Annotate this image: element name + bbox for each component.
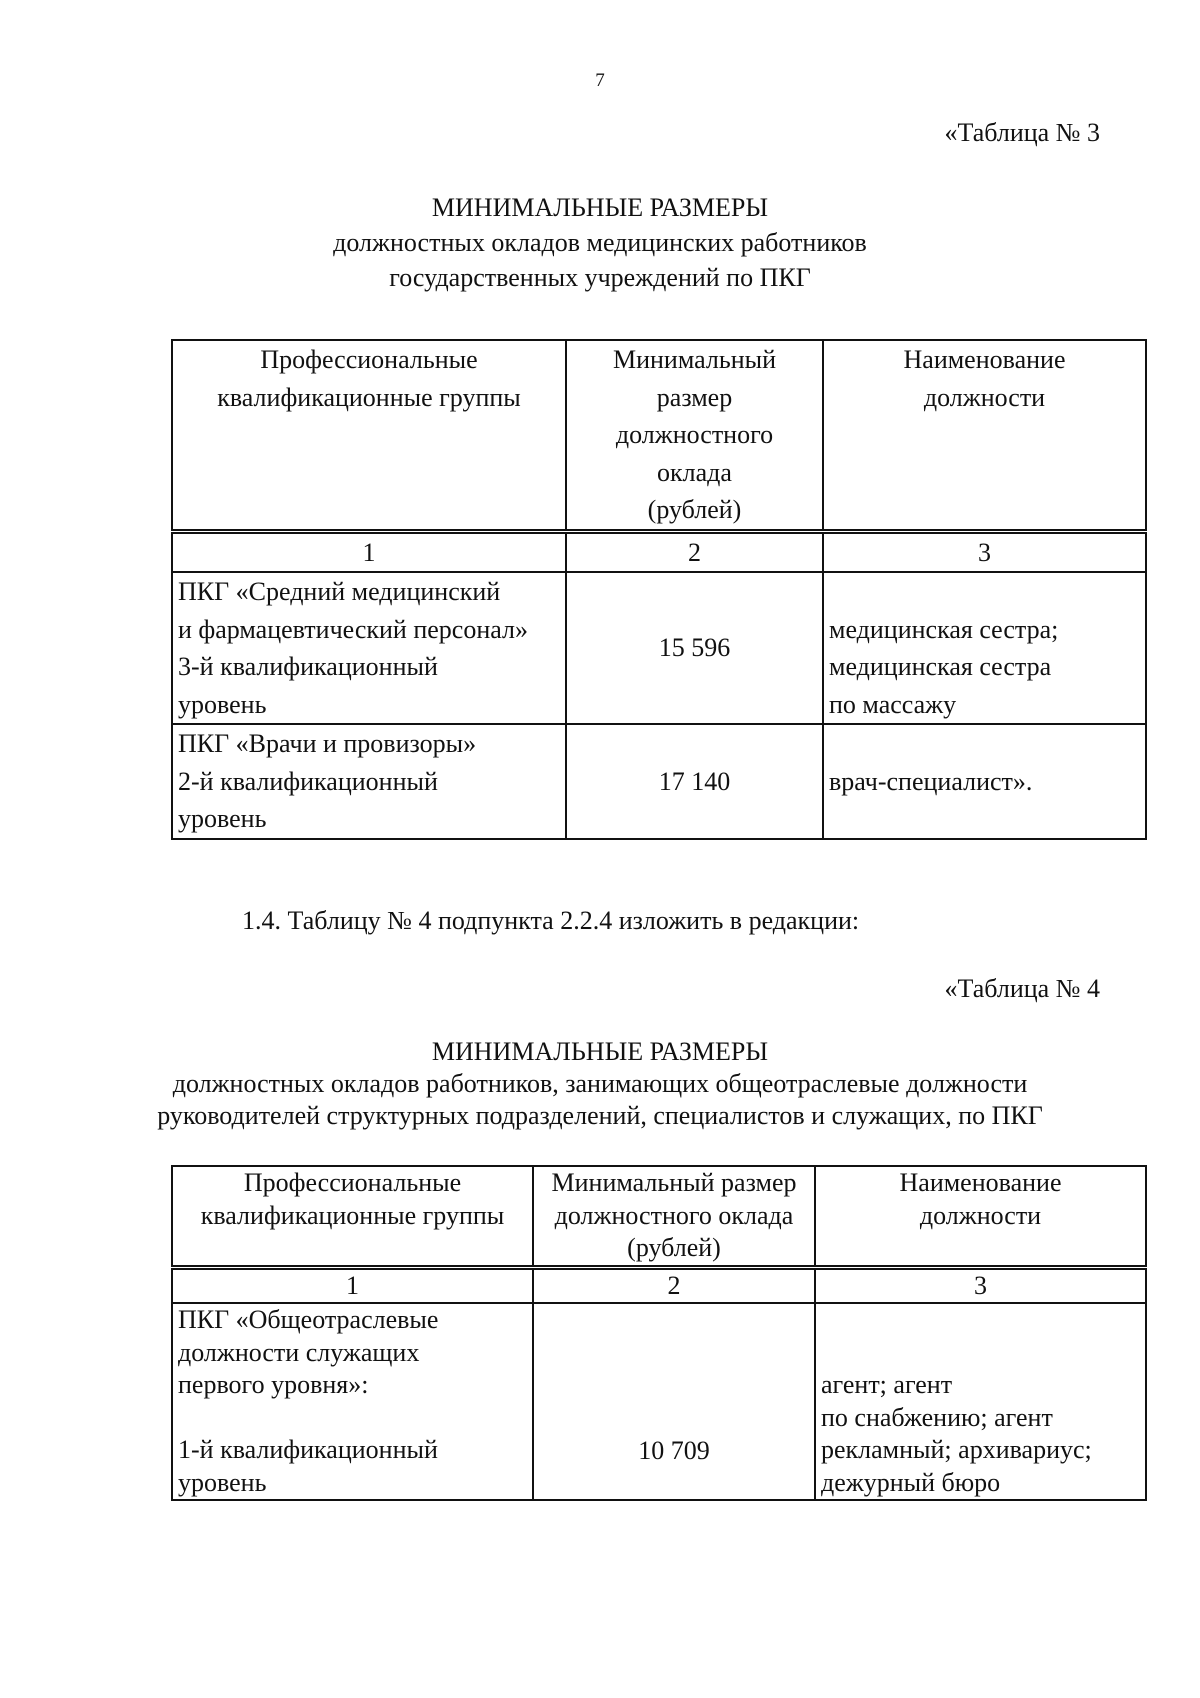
table-4-header-salary: Минимальный размер должностного оклада (рублей) xyxy=(533,1166,815,1267)
table-3-column-number: 2 xyxy=(566,531,823,572)
positions-cell: агент; агент по снабжению; агент рекламный; архивариус; дежурный бюро xyxy=(815,1303,1146,1500)
positions-cell: врач-специалист». xyxy=(823,724,1146,839)
table-4-column-number: 1 xyxy=(172,1267,533,1303)
qualification-group-cell: ПКГ «Врачи и провизоры» 2-й квалификационный уровень xyxy=(172,724,566,839)
salary-cell: 15 596 xyxy=(566,572,823,724)
table-3-title: МИНИМАЛЬНЫЕ РАЗМЕРЫ xyxy=(431,193,769,222)
salary-cell: 10 709 xyxy=(533,1303,815,1500)
page-number: 7 xyxy=(595,70,605,91)
table-3-header-position: Наименование должности xyxy=(823,340,1146,531)
table-3-label: «Таблица № 3 xyxy=(944,118,1100,147)
table-4 xyxy=(171,1165,1147,1501)
table-4-subtitle-line-2: руководителей структурных подразделений, специалистов и служащих, по ПКГ xyxy=(157,1101,1043,1130)
table-3-heading xyxy=(0,190,1200,295)
table-4-header-position: Наименование должности xyxy=(815,1166,1146,1267)
table-3-header-row xyxy=(172,340,1146,531)
table-4-column-numbers-row xyxy=(172,1267,1146,1303)
qualification-group-cell: ПКГ «Общеотраслевые должности служащих первого уровня»: 1-й квалификационный уровень xyxy=(172,1303,533,1500)
table-3 xyxy=(171,339,1147,840)
table-4-subtitle-line-1: должностных окладов работников, занимающих общеотраслевые должности xyxy=(172,1069,1028,1098)
table-4-header-group: Профессиональные квалификационные группы xyxy=(172,1166,533,1267)
table-3-subtitle-line-1: должностных окладов медицинских работников xyxy=(333,228,867,257)
positions-cell: медицинская сестра; медицинская сестра по массажу xyxy=(823,572,1146,724)
table-4-heading xyxy=(0,1036,1200,1132)
salary-cell: 17 140 xyxy=(566,724,823,839)
table-3-column-numbers-row xyxy=(172,531,1146,572)
table-3-header-group: Профессиональные квалификационные группы xyxy=(172,340,566,531)
table-4-column-number: 2 xyxy=(533,1267,815,1303)
amendment-paragraph: 1.4. Таблицу № 4 подпункта 2.2.4 изложить в редакции: xyxy=(242,906,860,935)
table-row xyxy=(172,572,1146,724)
table-3-subtitle-line-2: государственных учреждений по ПКГ xyxy=(389,263,811,292)
table-row xyxy=(172,1303,1146,1500)
qualification-group-cell: ПКГ «Средний медицинский и фармацевтический персонал» 3-й квалификационный уровень xyxy=(172,572,566,724)
table-4-label: «Таблица № 4 xyxy=(944,974,1100,1003)
table-3-header-salary: Минимальный размер должностного оклада (рублей) xyxy=(566,340,823,531)
table-4-title: МИНИМАЛЬНЫЕ РАЗМЕРЫ xyxy=(431,1037,769,1066)
table-3-column-number: 3 xyxy=(823,531,1146,572)
table-row xyxy=(172,724,1146,839)
table-4-header-row xyxy=(172,1166,1146,1267)
table-4-column-number: 3 xyxy=(815,1267,1146,1303)
table-3-column-number: 1 xyxy=(172,531,566,572)
